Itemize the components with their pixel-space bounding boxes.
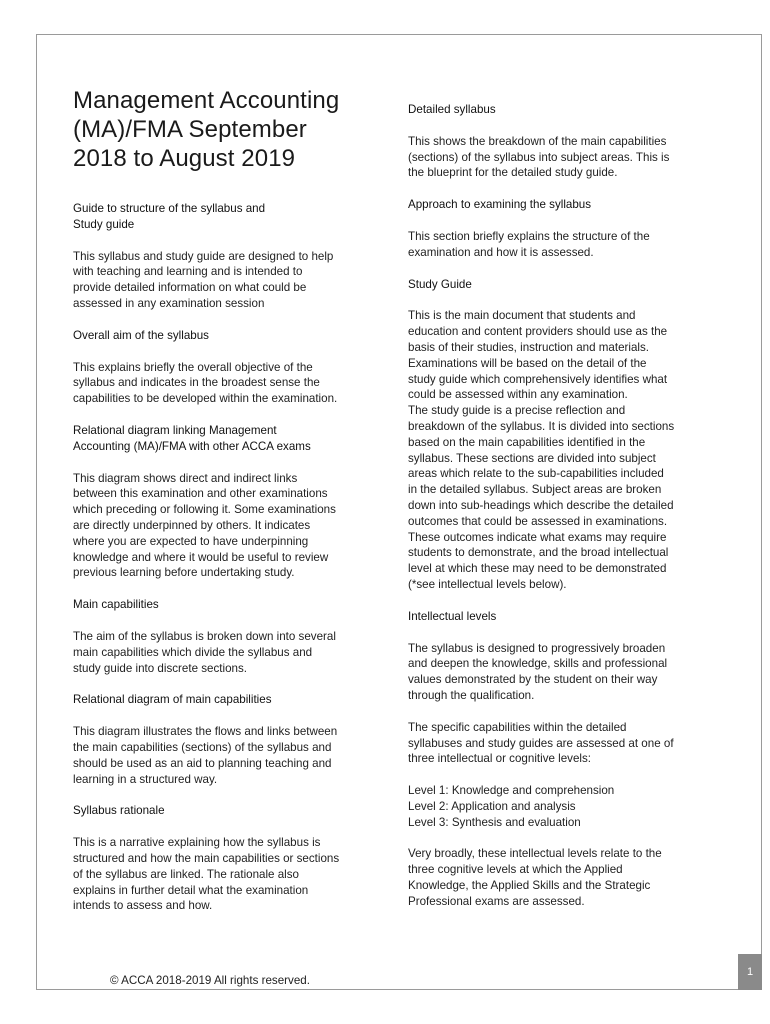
- relational-body: This diagram shows direct and indirect links between this examination and other examinations which preceding or following it. Some examinations are directly underpinned by others. It indicates where you are expected to have underpinning knowledge and where it would be useful to review previous learning before undertaking study.: [73, 471, 336, 580]
- title-line: (MA)/FMA September: [73, 116, 307, 143]
- page-number: 1: [738, 954, 762, 990]
- document-title: [73, 86, 373, 173]
- level-item: Level 3: Synthesis and evaluation: [408, 815, 581, 829]
- main-capabilities-heading: Main capabilities: [73, 598, 159, 612]
- rationale-heading: Syllabus rationale: [73, 804, 165, 818]
- levels-list: [408, 783, 708, 830]
- detailed-syllabus-heading: Detailed syllabus: [408, 103, 496, 116]
- approach-heading: Approach to examining the syllabus: [408, 198, 592, 212]
- level-item: Level 1: Knowledge and comprehension: [408, 784, 615, 798]
- relational-main-heading: Relational diagram of main capabilities: [73, 693, 272, 707]
- relational-heading: Relational diagram linking Management Accounting (MA)/FMA with other ACCA exams: [73, 423, 311, 453]
- level-item: Level 2: Application and analysis: [408, 799, 576, 813]
- copyright-footer: © ACCA 2018-2019 All rights reserved.: [110, 974, 310, 987]
- guide-heading: Guide to structure of the syllabus and Study guide: [73, 202, 266, 231]
- main-capabilities-body: The aim of the syllabus is broken down into several main capabilities which divide the syllabus and study guide into discrete sections.: [73, 629, 336, 675]
- relational-main-body: This diagram illustrates the flows and links between the main capabilities (sections) of the syllabus and should be used as an aid to planning teaching and learning in a structured way.: [73, 725, 338, 786]
- detailed-syllabus-body: This shows the breakdown of the main capabilities (sections) of the syllabus into subject areas. This is the blueprint for the detailed study guide.: [408, 134, 670, 180]
- intellectual-levels-body: The syllabus is designed to progressively broaden and deepen the knowledge, skills and professional values demonstrated by the student on their way through the qualification.: [408, 641, 668, 702]
- rationale-body: This is a narrative explaining how the syllabus is structured and how the main capabilities or sections of the syllabus are linked. The rationale also explains in further detail what the examination intends to assess and how.: [73, 836, 340, 913]
- specific-capabilities-body: The specific capabilities within the detailed syllabuses and study guides are assessed at one of three intellectual or cognitive levels:: [408, 720, 674, 766]
- study-guide-body: This is the main document that students and education and content providers should use as the basis of their studies, instruction and materials. Examinations will be based on the detail of the study guide which comprehensively identifies what could be assessed within any examination. The study guide is a precise reflection and breakdown of the syllabus. It is divided into sections based on the main capabilities identified in the syllabus. These sections are divided into subject areas which relate to the sub-capabilities included in the detailed syllabus. Subject areas are broken down into sub-headings which describe the detailed outcomes that could be assessed in examinations. These outcomes indicate what exams may require students to demonstrate, and the broad intellectual level at which these may need to be demonstrated (*see intellectual levels below).: [408, 309, 675, 591]
- title-line: Management Accounting: [73, 87, 340, 114]
- aim-body: This explains briefly the overall objective of the syllabus and indicates in the broadest sense the capabilities to be developed within the examination.: [73, 360, 338, 406]
- left-column: [73, 86, 373, 914]
- approach-body: This section briefly explains the structure of the examination and how it is assessed.: [408, 229, 650, 259]
- guide-body: This syllabus and study guide are designed to help with teaching and learning and is intended to provide detailed information on what could be assessed in any examination session: [73, 249, 334, 310]
- aim-heading: Overall aim of the syllabus: [73, 328, 209, 342]
- intellectual-levels-heading: Intellectual levels: [408, 609, 497, 623]
- title-line: 2018 to August 2019: [73, 145, 296, 172]
- broadly-body: Very broadly, these intellectual levels relate to the three cognitive levels at which the Applied Knowledge, the Applied Skills and the Strategic Professional exams are assessed.: [408, 847, 662, 908]
- study-guide-heading: Study Guide: [408, 277, 472, 291]
- right-column: [408, 102, 708, 910]
